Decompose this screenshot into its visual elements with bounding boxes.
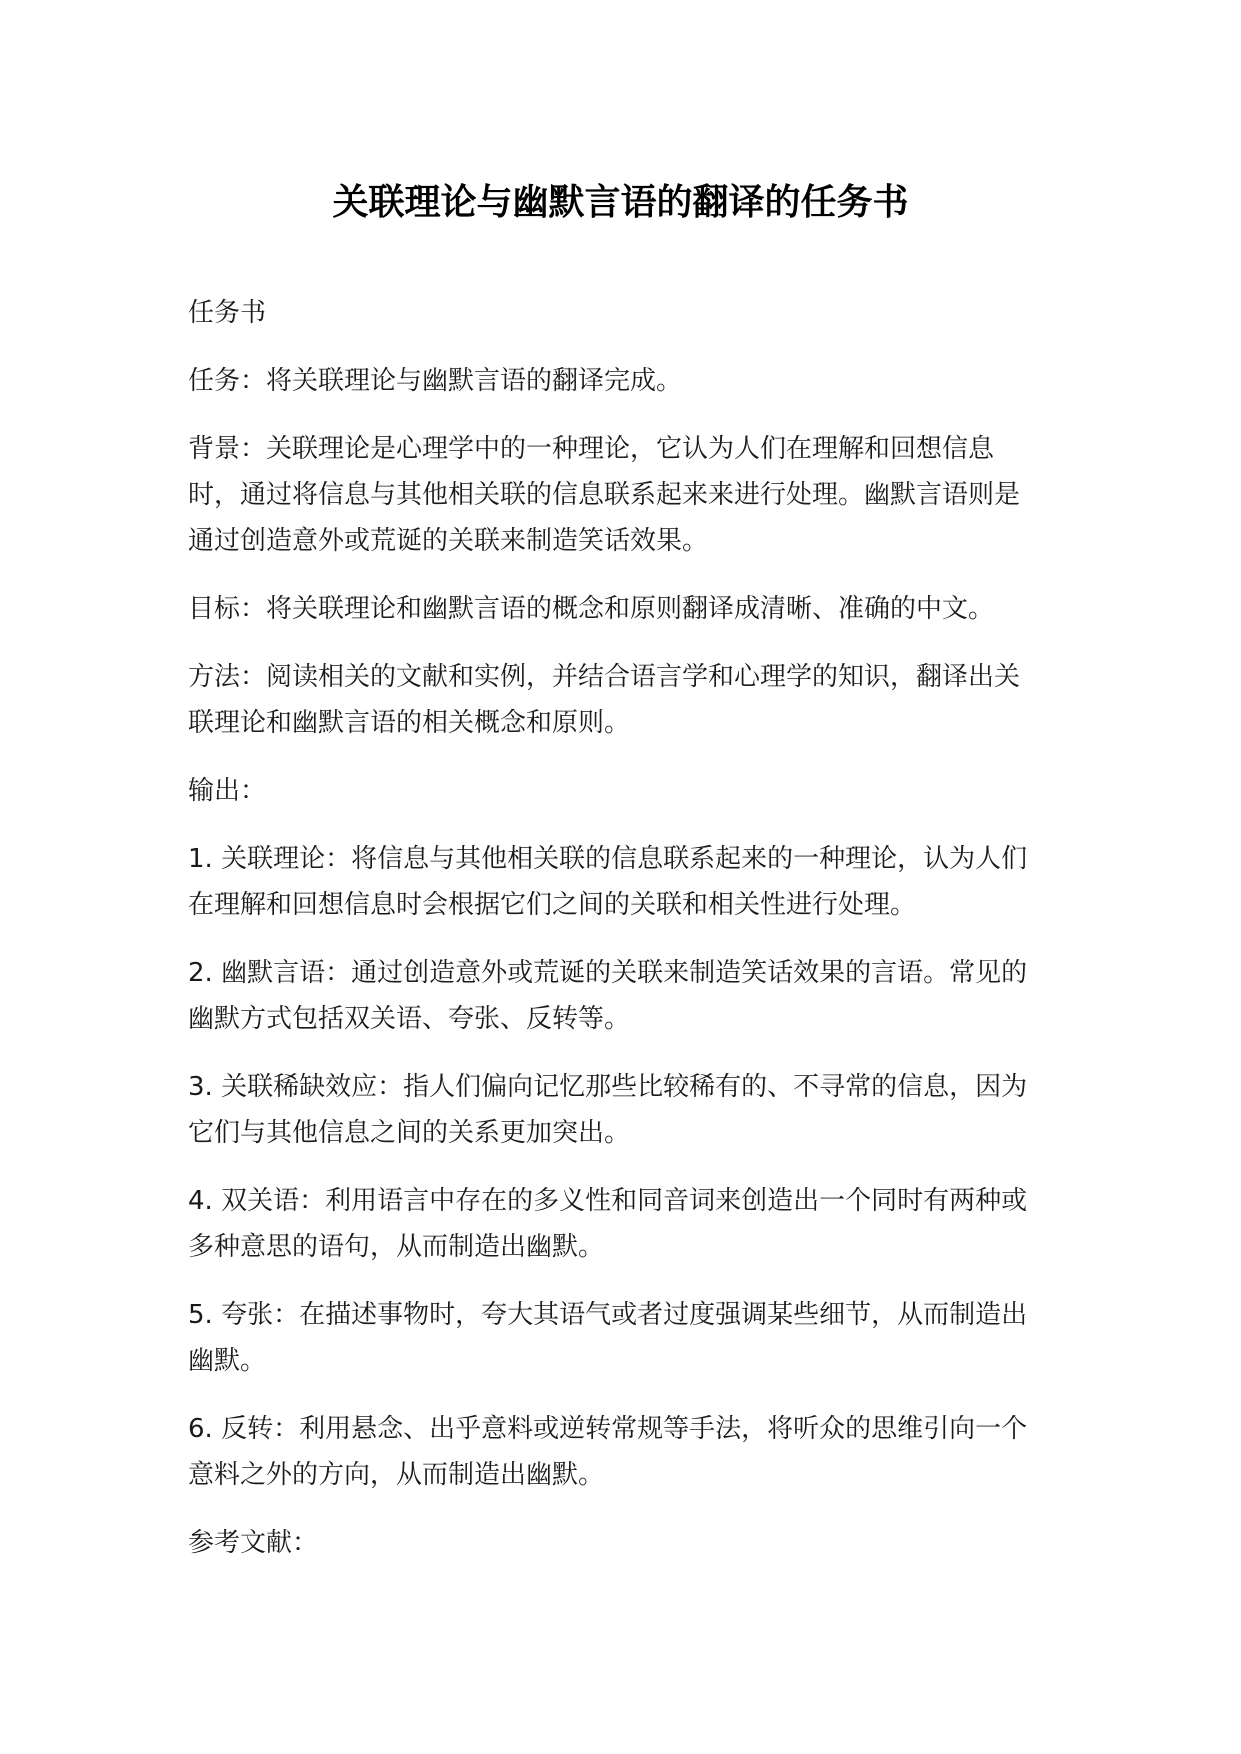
list-item-3: 3. 关联稀缺效应：指人们偏向记忆那些比较稀有的、不寻常的信息，因为它们与其他信息之间的关系更加突出。 (188, 1072, 1028, 1148)
document-title: 关联理论与幽默言语的翻译的任务书 (332, 182, 909, 223)
paragraph-background: 背景：关联理论是心理学中的一种理论，它认为人们在理解和回想信息时，通过将信息与其他相关联的信息联系起来来进行处理。幽默言语则是通过创造意外或荒诞的关联来制造笑话效果。 (188, 434, 1021, 556)
section-heading-task-book: 任务书 (188, 298, 267, 328)
list-item-1: 1. 关联理论：将信息与其他相关联的信息联系起来的一种理论，认为人们在理解和回想信息时会根据它们之间的关联和相关性进行处理。 (188, 844, 1028, 920)
list-item-6: 6. 反转：利用悬念、出乎意料或逆转常规等手法，将听众的思维引向一个意料之外的方向，从而制造出幽默。 (188, 1414, 1028, 1490)
paragraph-task: 任务：将关联理论与幽默言语的翻译完成。 (188, 366, 683, 396)
document-body (188, 290, 1038, 1588)
list-item-5: 5. 夸张：在描述事物时，夸大其语气或者过度强调某些细节，从而制造出幽默。 (188, 1300, 1028, 1376)
list-item-4: 4. 双关语：利用语言中存在的多义性和同音词来创造出一个同时有两种或多种意思的语句，从而制造出幽默。 (188, 1186, 1028, 1262)
paragraph-output-heading: 输出： (188, 776, 267, 806)
paragraph-references-heading: 参考文献： (188, 1528, 319, 1558)
list-item-2: 2. 幽默言语：通过创造意外或荒诞的关联来制造笑话效果的言语。常见的幽默方式包括双关语、夸张、反转等。 (188, 958, 1028, 1034)
paragraph-method: 方法：阅读相关的文献和实例，并结合语言学和心理学的知识，翻译出关联理论和幽默言语的相关概念和原则。 (188, 662, 1021, 738)
paragraph-goal: 目标：将关联理论和幽默言语的概念和原则翻译成清晰、准确的中文。 (188, 594, 995, 624)
